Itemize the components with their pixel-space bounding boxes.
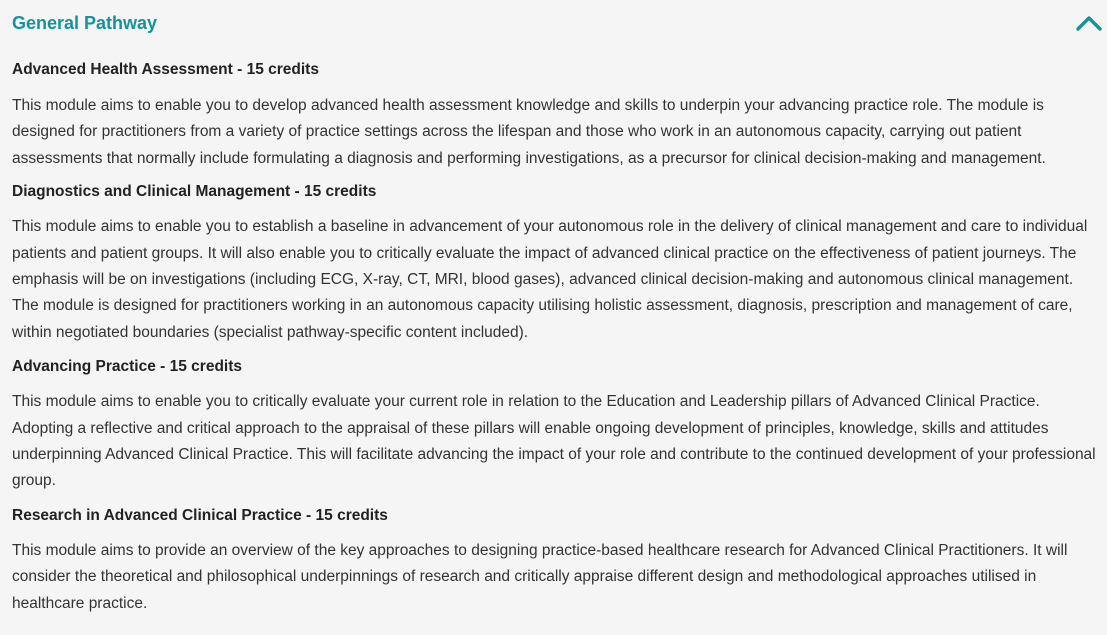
module-title: Research in Advanced Clinical Practice - 15 credits: [12, 506, 388, 524]
module-item: [12, 355, 1100, 495]
module-description: This module aims to enable you to establish a baseline in advancement of your autonomous role in the delivery of clinical management and care to individual patients and patient groups. It will also enable you to critically evaluate the impact of advanced clinical practice on the effectiveness of patient journeys. The emphasis will be on investigations (including ECG, X-ray, CT, MRI, blood gases), advanced clinical decision-making and autonomous clinical management. The module is designed for practitioners working in an autonomous capacity utilising holistic assessment, diagnosis, prescription and management of care, within negotiated boundaries (specialist pathway-specific content included).: [12, 218, 1088, 341]
module-title: Advancing Practice - 15 credits: [12, 358, 243, 376]
module-description: This module aims to enable you to critically evaluate your current role in relation to the Education and Leadership pillars of Advanced Clinical Practice. Adopting a reflective and critical approach to the appraisal of these pillars will enable ongoing development of principles, knowledge, skills and attitudes underpinning Advanced Clinical Practice. This will facilitate advancing the impact of your role and contribute to the continued development of your professional group.: [12, 393, 1096, 490]
accordion-body: [12, 58, 1100, 617]
module-description: This module aims to provide an overview of the key approaches to designing practice-based healthcare research for Advanced Clinical Practitioners. It will consider the theoretical and philosophical underpinnings of research and critically appraise different design and methodological approaches utilised in healthcare practice.: [12, 541, 1068, 612]
module-item: [12, 180, 1100, 346]
module-title: Advanced Health Assessment - 15 credits: [12, 61, 319, 78]
accordion-title[interactable]: General Pathway: [12, 13, 158, 33]
module-description: This module aims to enable you to develop advanced health assessment knowledge and skills to underpin your advancing practice role. The module is designed for practitioners from a variety of practice settings across the lifespan and those who work in an autonomous capacity, carrying out patient assessments that normally include formulating a diagnosis and performing investigations, as a precursor for clinical decision-making and management.: [12, 97, 1046, 167]
module-item: [12, 58, 1100, 172]
module-title: Diagnostics and Clinical Management - 15 credits: [12, 183, 377, 201]
module-item: [12, 504, 1100, 617]
chevron-up-icon[interactable]: [1075, 12, 1103, 34]
accordion-header[interactable]: [0, 0, 1107, 46]
